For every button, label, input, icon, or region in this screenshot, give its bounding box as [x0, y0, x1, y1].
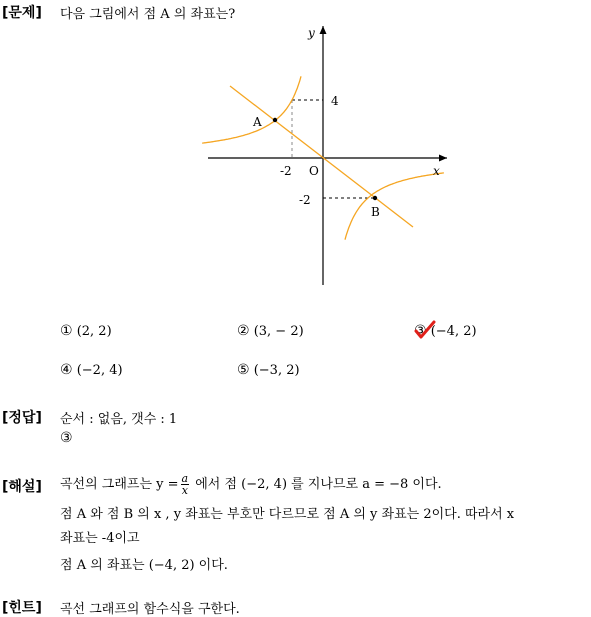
- tick-y-4: 4: [331, 94, 339, 108]
- choice-4-number: ④: [60, 362, 73, 378]
- choice-2-text: (3, − 2): [253, 324, 304, 339]
- tick-x-neg2: -2: [280, 164, 292, 178]
- choice-5-text: (−3, 2): [253, 363, 300, 378]
- choice-1[interactable]: [60, 323, 112, 339]
- question-text: 다음 그림에서 점 A 의 좌표는?: [60, 7, 236, 22]
- explanation-line2: 점 A 와 점 B 의 x , y 좌표는 부호만 다르므로 점 A 의 y 좌표는 2이다. 따라서 x: [60, 507, 515, 522]
- answer-line2: ③: [60, 430, 73, 446]
- choice-2[interactable]: [237, 323, 304, 339]
- y-axis-label: y: [308, 26, 315, 40]
- fraction-a-over-x: $\frac{a}{x}$: [181, 472, 189, 497]
- curve-branch-q2: [202, 76, 301, 143]
- origin-label: O: [309, 164, 319, 178]
- choice-3-text: (−4, 2): [430, 324, 477, 339]
- choice-1-text: (2, 2): [76, 324, 112, 339]
- y-axis-arrow: [320, 26, 327, 34]
- answer-label: [정답]: [2, 410, 42, 426]
- choice-1-number: ①: [60, 323, 73, 339]
- explanation-line1: [60, 470, 442, 500]
- choice-4[interactable]: [60, 362, 123, 378]
- choice-2-number: ②: [237, 323, 250, 339]
- x-axis-label: x: [433, 164, 440, 178]
- choice-3[interactable]: [414, 323, 477, 339]
- point-a-label: A: [253, 115, 262, 129]
- straight-line: [230, 86, 413, 227]
- graph-figure: [195, 18, 457, 290]
- check-mark-icon: [414, 320, 436, 340]
- choice-5-number: ⑤: [237, 362, 250, 378]
- curve-branch-q4: [345, 173, 444, 240]
- explanation-line3: 좌표는 -4이고: [60, 531, 140, 546]
- tick-y-neg2: -2: [299, 193, 311, 207]
- problem-label: [문제]: [2, 5, 42, 21]
- choice-3-number: ③: [414, 323, 427, 339]
- hint-label: [힌트]: [2, 600, 42, 616]
- explanation-line4: 점 A 의 좌표는 (−4, 2) 이다.: [60, 558, 228, 573]
- explanation-line1-a: 곡선의 그래프는 y =: [60, 477, 179, 492]
- explanation-line1-b: 에서 점 (−2, 4) 를 지나므로 a = −8 이다.: [191, 477, 442, 492]
- point-b: [373, 196, 377, 200]
- point-a: [273, 118, 277, 122]
- x-axis-arrow: [439, 155, 447, 162]
- answer-line1: 순서 : 없음, 갯수 : 1: [60, 412, 178, 427]
- point-b-label: B: [371, 205, 380, 219]
- choice-4-text: (−2, 4): [76, 363, 123, 378]
- explanation-label: [해설]: [2, 479, 42, 495]
- hint-text: 곡선 그래프의 함수식을 구한다.: [60, 602, 240, 617]
- choice-5[interactable]: [237, 362, 300, 378]
